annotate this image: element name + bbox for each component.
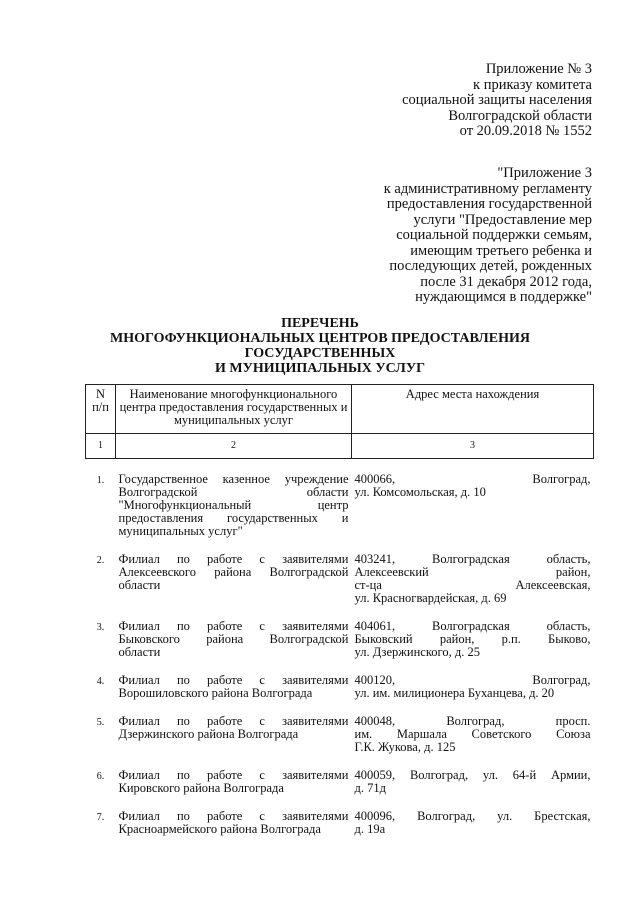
center-name-line: Алексеевского района Волгоградской bbox=[118, 565, 349, 579]
center-address bbox=[352, 715, 594, 769]
title-line: ГОСУДАРСТВЕННЫХ bbox=[244, 346, 396, 361]
center-address bbox=[352, 620, 594, 674]
appendix-3-line: к приказу комитета bbox=[473, 76, 592, 93]
row-number: 4. bbox=[96, 676, 105, 687]
appendix-reg-line: предоставления государственной bbox=[386, 196, 592, 212]
appendix-reg-line: услуги "Предоставление мер bbox=[413, 211, 592, 228]
document-title bbox=[90, 316, 550, 376]
appendix-reg-line: социальной поддержки семьям, bbox=[396, 227, 592, 243]
table-column-numbers-row bbox=[86, 434, 594, 459]
appendix-reg-line: имеющим третьего ребенка и bbox=[410, 242, 592, 259]
title-line: И МУНИЦИПАЛЬНЫХ УСЛУГ bbox=[214, 361, 426, 376]
center-address-line: 400120, Волгоград, bbox=[354, 673, 591, 687]
center-name-line: области bbox=[118, 645, 161, 659]
row-number: 1. bbox=[96, 475, 105, 486]
center-address-line: д. 71д bbox=[354, 781, 386, 795]
center-name bbox=[116, 674, 352, 715]
column-number: 3 bbox=[352, 434, 594, 459]
row-number: 2. bbox=[96, 555, 105, 566]
appendix-3-line: социальной защиты населения bbox=[402, 92, 592, 108]
appendix-3-line: Приложение № 3 bbox=[485, 61, 592, 77]
center-name-line: Красноармейского района Волгограда bbox=[118, 822, 321, 836]
center-address-line: 403241, Волгоградская область, bbox=[354, 552, 591, 566]
appendix-reg-line: "Приложение 3 bbox=[497, 165, 592, 181]
center-address-line: 400059, Волгоград, ул. 64-й Армии, bbox=[354, 768, 591, 782]
center-name bbox=[116, 620, 352, 674]
center-name-line: Филиал по работе с заявителями bbox=[118, 809, 349, 823]
table-row bbox=[86, 553, 594, 620]
header-num: N п/п bbox=[86, 385, 116, 434]
center-name-line: Филиал по работе с заявителями bbox=[118, 714, 349, 728]
center-name-line: области bbox=[118, 578, 161, 592]
header-address: Адрес места нахождения bbox=[352, 385, 594, 434]
center-name-line: Ворошиловского района Волгограда bbox=[118, 686, 313, 700]
center-address bbox=[352, 473, 594, 553]
center-name-line: муниципальных услуг" bbox=[118, 524, 243, 538]
table-row bbox=[86, 769, 594, 810]
row-number: 6. bbox=[96, 771, 105, 782]
center-address-line: 400048, Волгоград, просп. bbox=[354, 714, 591, 728]
center-name bbox=[116, 473, 352, 553]
table-row bbox=[86, 674, 594, 715]
header-name: Наименование многофункционального центра предоставления государственных и муниципальных услуг bbox=[116, 385, 352, 434]
row-number: 7. bbox=[96, 812, 105, 823]
center-address bbox=[352, 769, 594, 810]
center-name-line: Кировского района Волгограда bbox=[118, 781, 284, 795]
center-address bbox=[352, 553, 594, 620]
center-address-line: д. 19а bbox=[354, 822, 386, 836]
center-address bbox=[352, 674, 594, 715]
center-address-line: Быковский район, р.п. Быково, bbox=[354, 632, 591, 646]
table-row bbox=[86, 473, 594, 553]
appendix-regulation-header bbox=[384, 166, 592, 306]
table-row bbox=[86, 715, 594, 769]
center-address-line: Алексеевский район, bbox=[354, 565, 591, 579]
center-address-line: 404061, Волгоградская область, bbox=[354, 619, 591, 633]
center-address-line: 400066, Волгоград, bbox=[354, 472, 591, 486]
center-name-line: Дзержинского района Волгограда bbox=[118, 727, 299, 741]
center-name-line: "Многофункциональный центр bbox=[118, 498, 349, 512]
center-name-line: Филиал по работе с заявителями bbox=[118, 619, 349, 633]
appendix-reg-line: после 31 декабря 2012 года, bbox=[420, 273, 592, 290]
row-number: 3. bbox=[96, 622, 105, 633]
mfc-table bbox=[85, 384, 594, 851]
center-name-line: Филиал по работе с заявителями bbox=[118, 768, 349, 782]
center-name-line: Филиал по работе с заявителями bbox=[118, 673, 349, 687]
center-name-line: Волгоградской области bbox=[118, 485, 349, 499]
center-name-line: Филиал по работе с заявителями bbox=[118, 552, 349, 566]
center-name-line: предоставления государственных и bbox=[118, 511, 349, 525]
center-address-line: ул. им. милиционера Буханцева, д. 20 bbox=[354, 686, 555, 700]
title-line: МНОГОФУНКЦИОНАЛЬНЫХ ЦЕНТРОВ ПРЕДОСТАВЛЕНИЯ bbox=[110, 331, 530, 346]
appendix-reg-line: к административному регламенту bbox=[383, 180, 592, 197]
appendix-reg-line: нуждающимся в поддержке" bbox=[415, 289, 592, 305]
center-address bbox=[352, 810, 594, 851]
appendix-reg-line: последующих детей, рожденных bbox=[389, 258, 592, 274]
appendix-3-line: от 20.09.2018 № 1552 bbox=[459, 123, 592, 139]
center-name bbox=[116, 715, 352, 769]
center-name bbox=[116, 810, 352, 851]
center-name bbox=[116, 769, 352, 810]
center-address-line: ул. Комсомольская, д. 10 bbox=[354, 485, 486, 499]
center-name-line: Государственное казенное учреждение bbox=[118, 472, 349, 486]
column-number: 1 bbox=[86, 434, 116, 459]
table-row bbox=[86, 810, 594, 851]
table-header-row bbox=[86, 385, 594, 434]
center-name-line: Быковского района Волгоградской bbox=[118, 632, 349, 646]
row-number: 5. bbox=[96, 717, 105, 728]
center-address-line: ул. Дзержинского, д. 25 bbox=[354, 645, 480, 659]
center-address-line: ул. Красногвардейская, д. 69 bbox=[354, 591, 507, 605]
appendix-3-line: Волгоградской области bbox=[448, 107, 592, 124]
center-address-line: Г.К. Жукова, д. 125 bbox=[354, 740, 456, 754]
appendix-3-header bbox=[402, 62, 592, 140]
center-address-line: ст-ца Алексеевская, bbox=[354, 578, 591, 592]
column-number: 2 bbox=[116, 434, 352, 459]
center-address-line: им. Маршала Советского Союза bbox=[354, 727, 591, 741]
center-name bbox=[116, 553, 352, 620]
title-line: ПЕРЕЧЕНЬ bbox=[281, 316, 359, 331]
center-address-line: 400096, Волгоград, ул. Брестская, bbox=[354, 809, 591, 823]
table-row bbox=[86, 620, 594, 674]
